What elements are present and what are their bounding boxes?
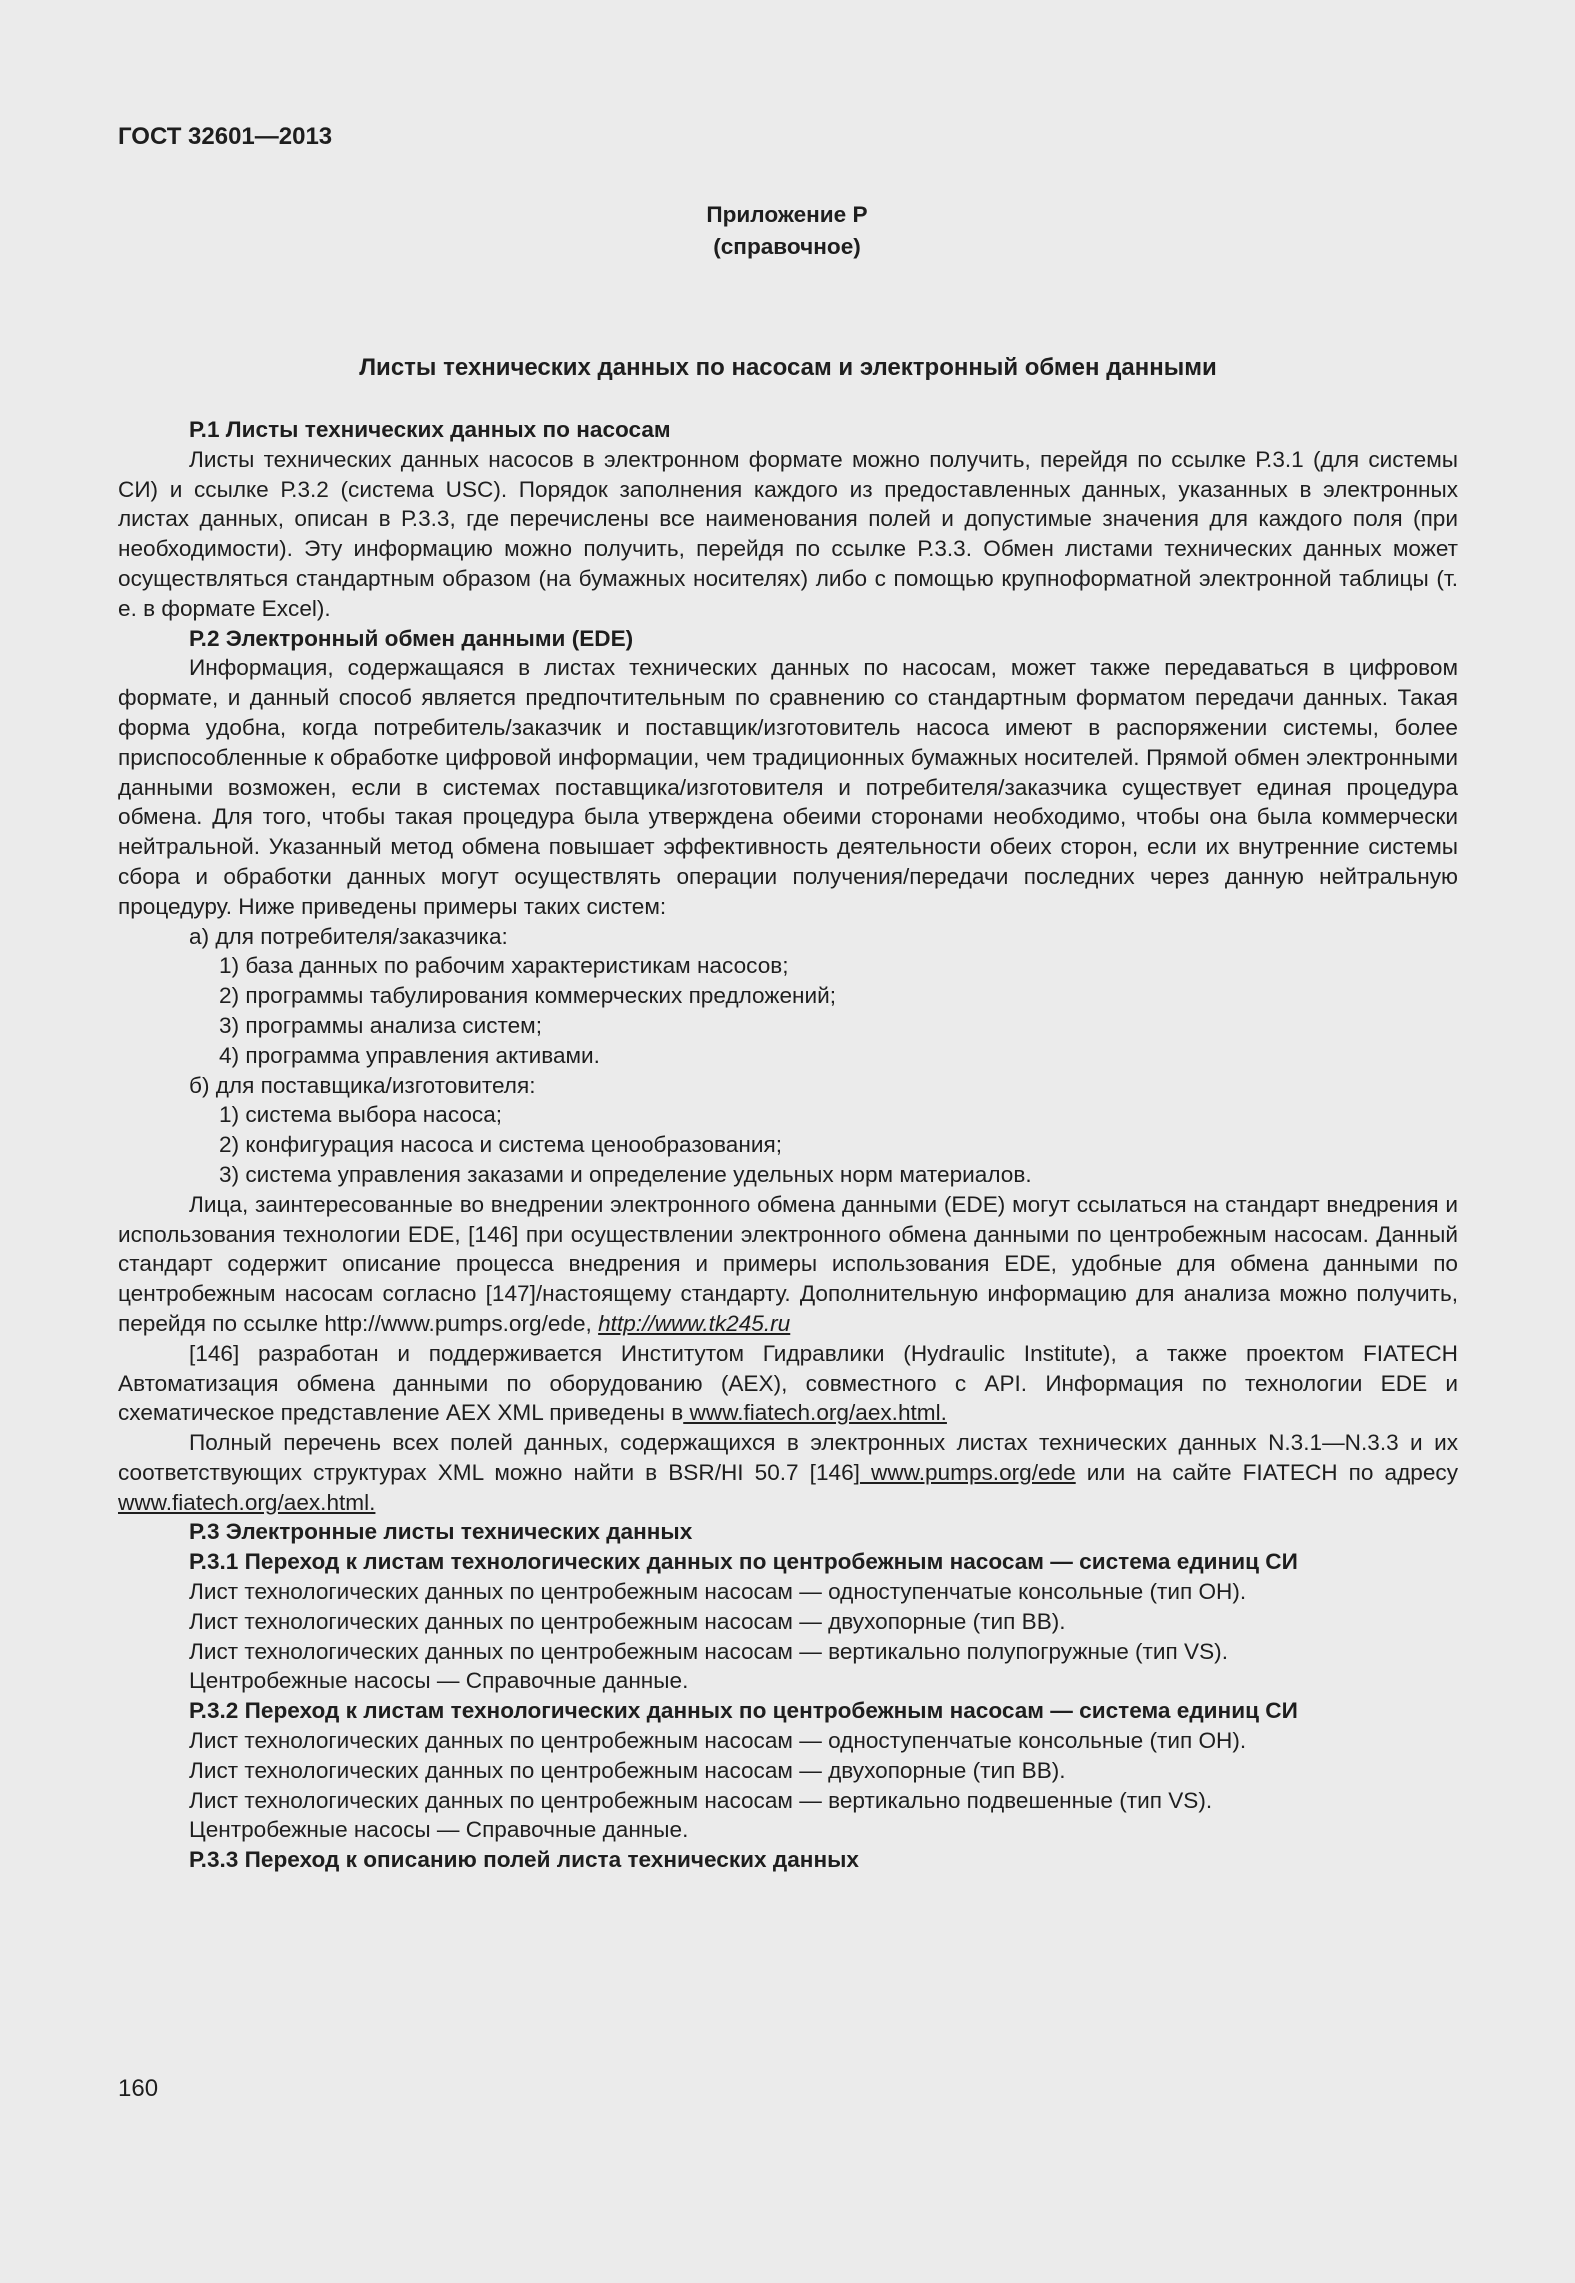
list-item: Лист технологических данных по центробежным насосам — двухопорные (тип ВВ). bbox=[189, 1608, 1066, 1634]
section-heading-p32: Р.3.2 Переход к листам технологических данных по центробежным насосам — система единиц СИ bbox=[189, 1698, 1298, 1724]
list-item: Лист технологических данных по центробежным насосам — одноступенчатые консольные (тип ОН). bbox=[189, 1579, 1247, 1605]
paragraph-text: Полный перечень всех полей данных, содержащихся в электронных листах технических данных N.3.1—N.3.3 и их соответствующих структурах XML можно найти в BSR/HI 50.7 [146] bbox=[118, 1430, 1458, 1485]
document-header-title: ГОСТ 32601—2013 bbox=[118, 123, 333, 150]
list-item: Лист технологических данных по центробежным насосам — двухопорные (тип ВВ). bbox=[189, 1757, 1066, 1783]
paragraph-text: Лица, заинтересованные во внедрении электронного обмена данными (EDE) могут ссылаться на стандарт внедрения и использования технологии EDE, [146] при осуществлении электронного обмена данными по центробежным насосам. Данный стандарт содержит описание процесса внедрения и примеры использования EDE, удобные для обмена данными по центробежным насосам согласно [147]/настоящему стандарту. Дополнительную информацию для анализа можно получить, перейдя по ссылке http://www.pumps.org/ede, bbox=[118, 1191, 1458, 1336]
section-heading-p3: Р.3 Электронные листы технических данных bbox=[189, 1519, 693, 1545]
section-p2-paragraph-fiatech bbox=[118, 1339, 1458, 1428]
section-p1-paragraph: Листы технических данных насосов в электронном формате можно получить, перейдя по ссылке Р.3.1 (для системы СИ) и ссылке Р.3.2 (система USC). Порядок заполнения каждого из предоставленных данных, указанных в электронных листах данных, описан в Р.3.3, где перечислены все наименования полей и допустимые значения для каждого поля (при необходимости). Эту информацию можно получить, перейдя по ссылке Р.3.3. Обмен листами технических данных может осуществляться стандартным образом (на бумажных носителях) либо с помощью крупноформатной электронной таблицы (т. е. в формате Excel). bbox=[118, 446, 1458, 621]
list-item: 4) программа управления активами. bbox=[219, 1042, 600, 1068]
section-heading-p1: Р.1 Листы технических данных по насосам bbox=[189, 417, 671, 442]
section-p2-paragraph-fields bbox=[118, 1428, 1458, 1517]
section-heading-p33: Р.3.3 Переход к описанию полей листа технических данных bbox=[189, 1847, 859, 1873]
list-item: 3) система управления заказами и определение удельных норм материалов. bbox=[219, 1161, 1032, 1187]
list-item: 2) программы табулирования коммерческих предложений; bbox=[219, 983, 837, 1009]
section-p2-paragraph: Информация, содержащаяся в листах технических данных по насосам, может также передаваться в цифровом формате, и данный способ является предпочтительным по сравнению со стандартным форматом передачи данных. Такая форма удобна, когда потребитель/заказчик и поставщик/изготовитель насоса имеют в распоряжении системы, более приспособленные к обработке цифровой информации, чем традиционных бумажных носителей. Прямой обмен электронными данными возможен, если в системах поставщика/изготовителя и потребителя/заказчика существует единая процедура обмена. Для того, чтобы такая процедура была утверждена обеими сторонами необходимо, чтобы она была коммерчески нейтральной. Указанный метод обмена повышает эффективность деятельности обеих сторон, если их внутренние системы сбора и обработки данных могут осуществлять операции получения/передачи последних через данную нейтральную процедуру. Ниже приведены примеры таких систем: bbox=[118, 655, 1458, 919]
section-heading-p31: Р.3.1 Переход к листам технологических данных по центробежным насосам — система единиц СИ bbox=[189, 1549, 1298, 1575]
list-item: Центробежные насосы — Справочные данные. bbox=[189, 1817, 689, 1843]
annex-title: Приложение Р bbox=[706, 202, 868, 227]
tk245-link[interactable]: http://www.tk245.ru bbox=[598, 1310, 791, 1336]
list-item: Лист технологических данных по центробежным насосам — вертикально подвешенные (тип VS). bbox=[189, 1787, 1213, 1813]
list-item: 2) конфигурация насоса и система ценообразования; bbox=[219, 1132, 782, 1158]
list-item: Центробежные насосы — Справочные данные. bbox=[189, 1668, 689, 1694]
fiatech-link[interactable]: www.fiatech.org/aex.html. bbox=[683, 1400, 947, 1426]
list-item: Лист технологических данных по центробежным насосам — вертикально полупогружные (тип VS). bbox=[189, 1638, 1228, 1664]
list-item: 3) программы анализа систем; bbox=[219, 1012, 542, 1038]
page-number: 160 bbox=[118, 2075, 159, 2102]
list-item: 1) система выбора насоса; bbox=[219, 1102, 503, 1128]
list-a-label: а) для потребителя/заказчика: bbox=[189, 923, 508, 949]
section-heading-p2: Р.2 Электронный обмен данными (EDE) bbox=[189, 625, 634, 651]
annex-block bbox=[0, 199, 1575, 263]
fiatech-link-2[interactable]: www.fiatech.org/aex.html. bbox=[118, 1489, 376, 1515]
annex-subtitle: (справочное) bbox=[713, 234, 861, 259]
pumps-ede-link[interactable]: www.pumps.org/ede bbox=[859, 1459, 1076, 1485]
paragraph-text: или на сайте FIATECH по адресу bbox=[1075, 1459, 1458, 1485]
list-item: Лист технологических данных по центробежным насосам — одноступенчатые консольные (тип ОН). bbox=[189, 1728, 1247, 1754]
list-b-label: б) для поставщика/изготовителя: bbox=[189, 1072, 536, 1098]
list-item: 1) база данных по рабочим характеристикам насосов; bbox=[219, 953, 789, 979]
page-title: Листы технических данных по насосам и электронный обмен данными bbox=[359, 354, 1217, 381]
section-p2-paragraph-ede bbox=[118, 1190, 1458, 1339]
document-body bbox=[118, 415, 1458, 1875]
paragraph-text: [146] разработан и поддерживается Институтом Гидравлики (Hydraulic Institute), а также проектом FIATECH Автоматизация обмена данными по оборудованию (AEX), совместного с API. Информация по технологии EDE и схематическое представление AEX XML приведены в bbox=[118, 1340, 1458, 1426]
